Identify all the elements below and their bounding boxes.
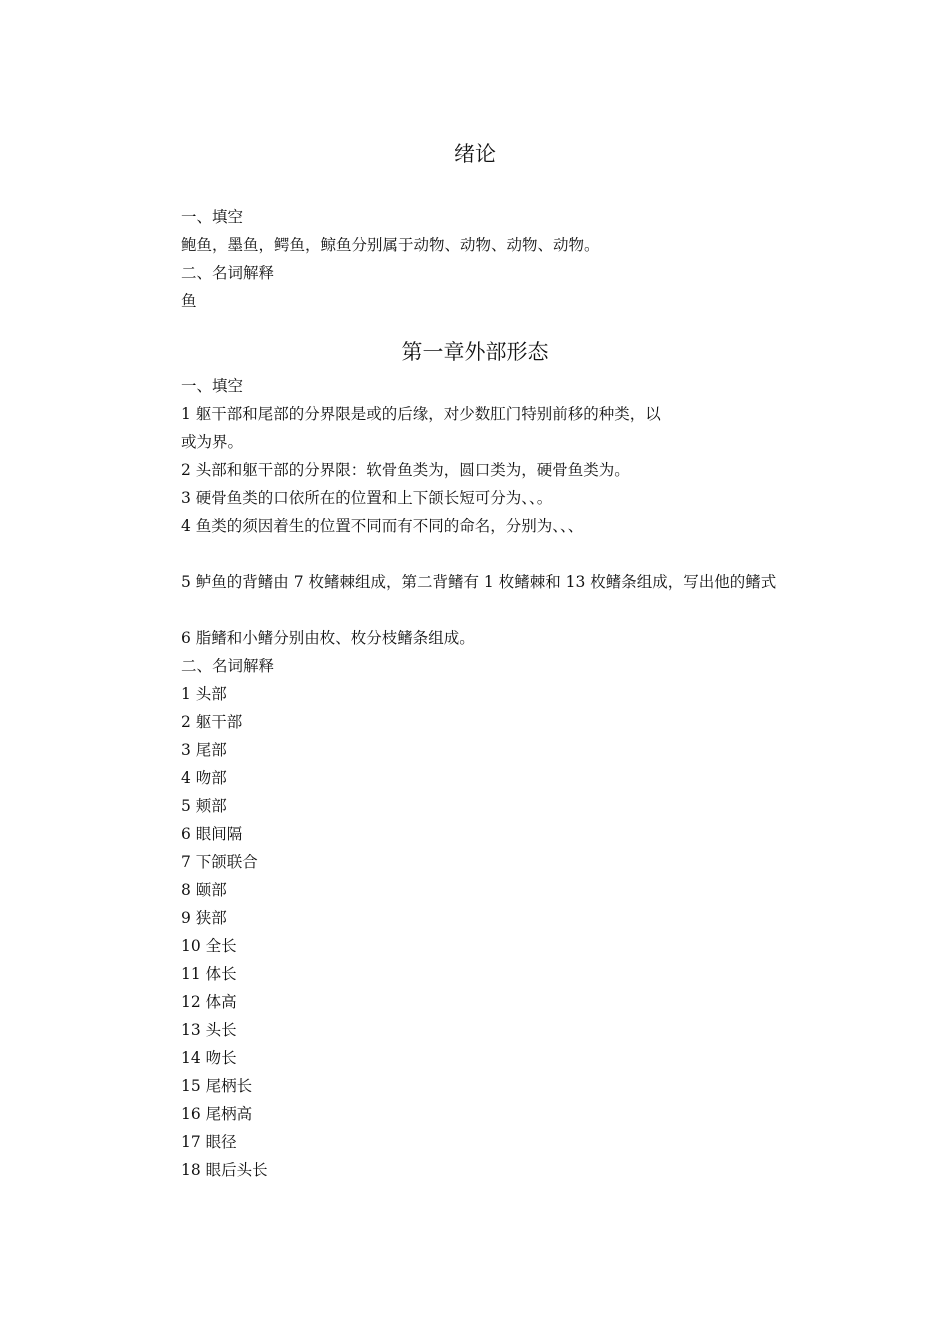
fill-question: 1 躯干部和尾部的分界限是或的后缘，对少数肛门特别前移的种类，以: [181, 405, 661, 423]
term-item: 6 眼间隔: [181, 825, 243, 843]
term-item: 1 头部: [181, 685, 227, 703]
term-item: 15 尾柄长: [181, 1077, 253, 1095]
term-item: 11 体长: [181, 965, 237, 983]
term-item: 5 颊部: [181, 797, 227, 815]
intro-terms-heading: 二、名词解释: [181, 264, 275, 282]
term-item: 4 吻部: [181, 769, 227, 787]
term-item: 3 尾部: [181, 741, 227, 759]
fill-question: 3 硬骨鱼类的口依所在的位置和上下颌长短可分为、、。: [181, 489, 553, 507]
fill-question: 2 头部和躯干部的分界限：软骨鱼类为，圆口类为，硬骨鱼类为。: [181, 461, 630, 479]
term-item: 13 头长: [181, 1021, 237, 1039]
chapter1-terms-heading: 二、名词解释: [181, 657, 275, 675]
intro-term: 鱼: [181, 292, 197, 310]
term-item: 17 眼径: [181, 1133, 237, 1151]
fill-question: 6 脂鳍和小鳍分别由枚、枚分枝鳍条组成。: [181, 629, 475, 647]
term-item: 7 下颌联合: [181, 853, 258, 871]
term-item: 8 颐部: [181, 881, 227, 899]
fill-question: 或为界。: [181, 433, 244, 451]
intro-fill-heading: 一、填空: [181, 208, 244, 226]
term-item: 16 尾柄高: [181, 1105, 253, 1123]
term-item: 12 体高: [181, 993, 237, 1011]
intro-title: 绪论: [454, 142, 496, 166]
chapter1-fill-heading: 一、填空: [181, 377, 244, 395]
term-item: 10 全长: [181, 937, 237, 955]
term-item: 14 吻长: [181, 1049, 237, 1067]
term-item: 18 眼后头长: [181, 1161, 268, 1179]
chapter1-title: 第一章外部形态: [401, 340, 549, 364]
term-item: 2 躯干部: [181, 713, 243, 731]
fill-question: 5 鲈鱼的背鳍由 7 枚鳍棘组成，第二背鳍有 1 枚鳍棘和 13 枚鳍条组成，写出他的鳍式: [181, 573, 777, 591]
intro-fill-question: 鲍鱼，墨鱼，鳄鱼，鲸鱼分别属于动物、动物、动物、动物。: [181, 236, 600, 254]
term-item: 9 狭部: [181, 909, 227, 927]
fill-question: 4 鱼类的须因着生的位置不同而有不同的命名，分别为、、、: [181, 517, 584, 535]
